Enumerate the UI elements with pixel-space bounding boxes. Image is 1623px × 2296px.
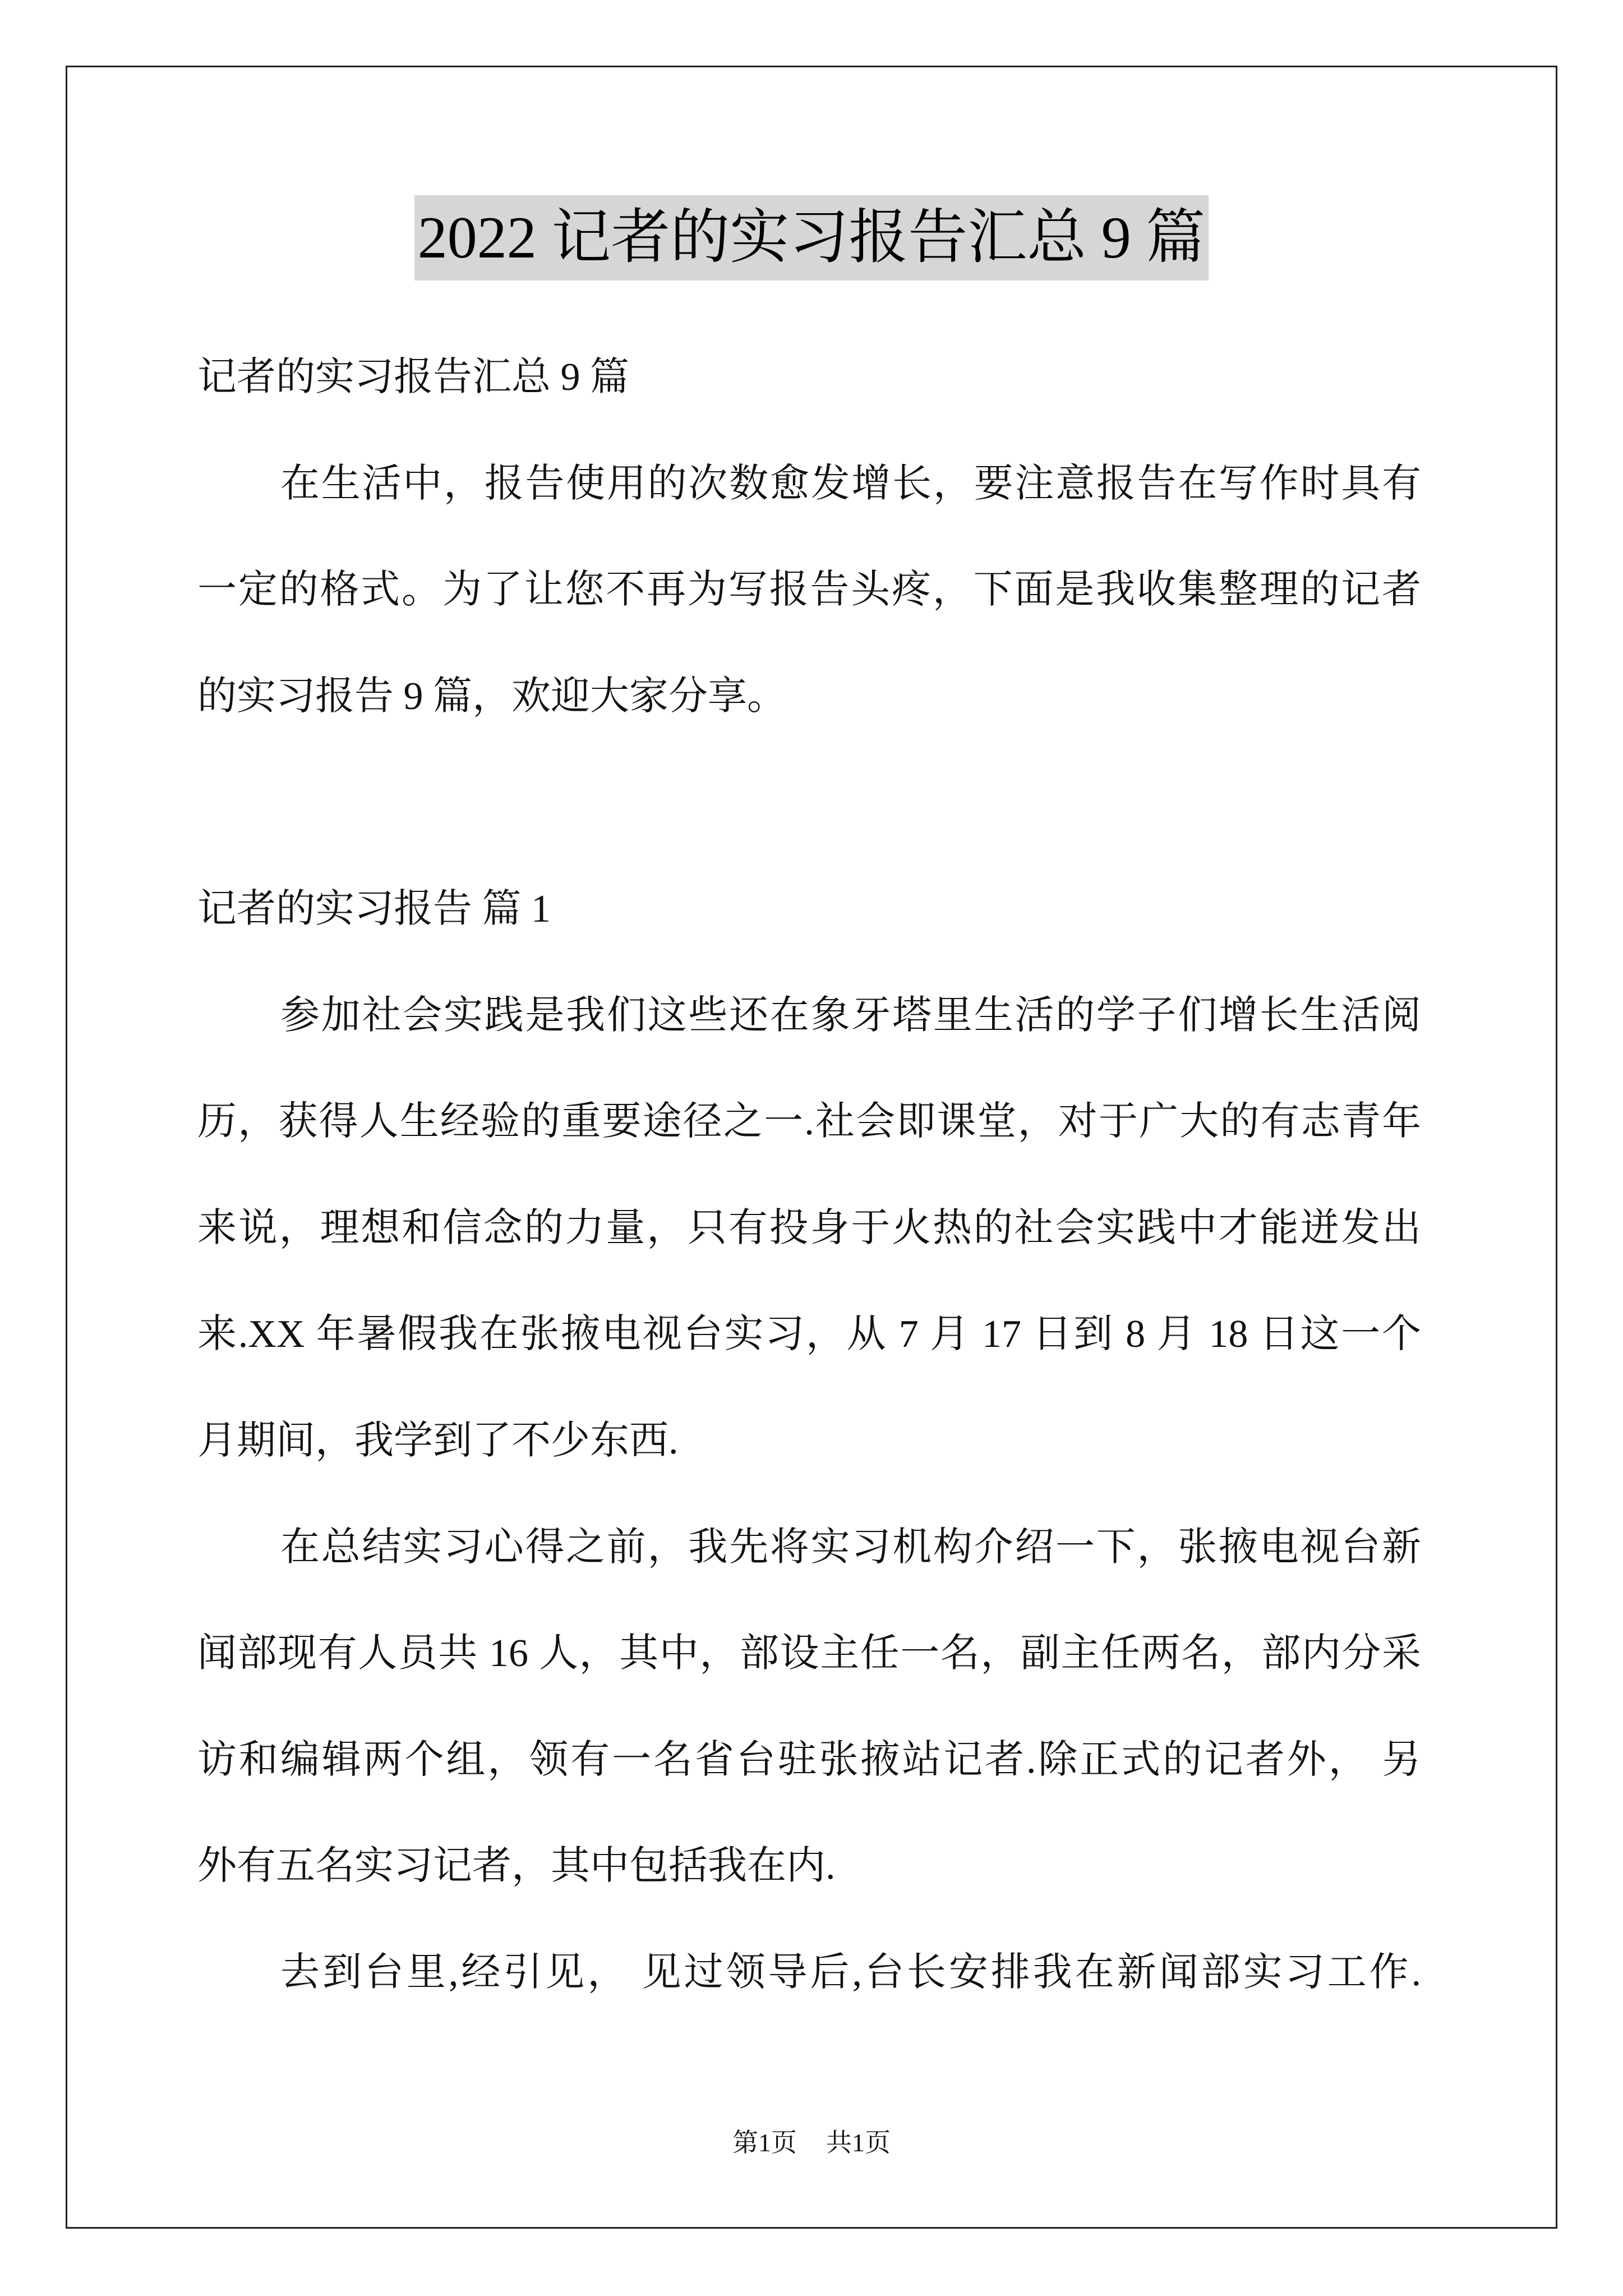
page-footer [0, 2123, 1623, 2162]
paragraph-line: 历，获得人生经验的重要途径之一.社会即课堂，对于广大的有志青年 [197, 1100, 1421, 1144]
document-title: 2022 记者的实习报告汇总 9 篇 [414, 195, 1209, 280]
intro-line: 在生活中，报告使用的次数愈发增长，要注意报告在写作时具有 [280, 462, 1421, 505]
paragraph-line: 来.XX 年暑假我在张掖电视台实习，从 7 月 17 日到 8 月 18 日这一个 [197, 1313, 1421, 1356]
paragraph-line: 访和编辑两个组，领有一名省台驻张掖站记者.除正式的记者外， 另 [197, 1738, 1421, 1782]
paragraph-line: 去到台里,经引见， 见过领导后,台长安排我在新闻部实习工作. [280, 1950, 1421, 1994]
paragraph-line: 外有五名实习记者，其中包括我在内. [197, 1844, 836, 1888]
paragraph-line: 在总结实习心得之前，我先将实习机构介绍一下，张掖电视台新 [280, 1525, 1421, 1569]
page-number: 第1页 [732, 2128, 797, 2157]
section-heading: 记者的实习报告 篇 1 [197, 887, 551, 931]
document-body [197, 324, 1421, 2026]
intro-line: 的实习报告 9 篇，欢迎大家分享。 [197, 674, 786, 718]
intro-line: 一定的格式。为了让您不再为写报告头疼，下面是我收集整理的记者 [197, 568, 1421, 612]
paragraph-line: 参加社会实践是我们这些还在象牙塔里生活的学子们增长生活阅 [280, 993, 1421, 1037]
paragraph-line: 月期间，我学到了不少东西. [197, 1419, 679, 1462]
blank-line [197, 749, 1421, 856]
document-subtitle: 记者的实习报告汇总 9 篇 [197, 356, 629, 399]
paragraph-line: 闻部现有人员共 16 人，其中，部设主任一名，副主任两名，部内分采 [197, 1632, 1421, 1676]
paragraph-line: 来说，理想和信念的力量，只有投身于火热的社会实践中才能迸发出 [197, 1206, 1421, 1250]
page-total: 共1页 [826, 2128, 891, 2157]
document-title-wrap [0, 195, 1623, 280]
